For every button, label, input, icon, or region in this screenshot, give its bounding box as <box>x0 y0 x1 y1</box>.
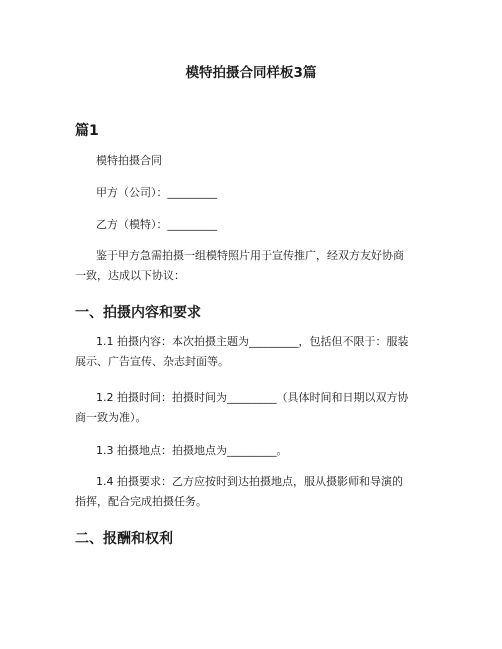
part-heading: 篇1 <box>75 123 99 139</box>
party-a-line <box>75 183 427 203</box>
contract-name-text: 模特拍摄合同 <box>96 154 162 167</box>
clause-1-4 <box>75 472 427 512</box>
intro-line-1: 鉴于甲方急需拍摄一组模特照片用于宣传推广，经双方友好协商 <box>96 249 404 262</box>
party-b-line <box>75 215 427 235</box>
clause-1-4-line-2: 指挥，配合完成拍摄任务。 <box>75 495 207 508</box>
intro-line-2: 一致，达成以下协议： <box>75 269 185 282</box>
clause-1-2 <box>75 388 427 428</box>
clause-1-3 <box>75 441 427 461</box>
clause-1-1-line-2: 展示、广告宣传、杂志封面等。 <box>75 355 229 368</box>
clause-1-1-line-1: 1.1 拍摄内容：本次拍摄主题为_________，包括但不限于：服装 <box>96 335 409 348</box>
clause-1-2-line-2: 商一致为准）。 <box>75 411 147 424</box>
document-title: 模特拍摄合同样板3篇 <box>185 65 317 81</box>
clause-1-3-line-1: 1.3 拍摄地点：拍摄地点为_________。 <box>96 444 288 457</box>
clause-1-1 <box>75 332 427 372</box>
clause-1-2-line-1: 1.2 拍摄时间：拍摄时间为_________（具体时间和日期以双方协 <box>96 391 409 404</box>
intro-paragraph <box>75 246 427 286</box>
clause-1-4-line-1: 1.4 拍摄要求：乙方应按时到达拍摄地点，服从摄影师和导演的 <box>96 475 403 488</box>
party-b-text: 乙方（模特）：_________ <box>96 218 217 231</box>
section-1-heading: 一、拍摄内容和要求 <box>75 305 201 321</box>
section-2-heading: 二、报酬和权利 <box>75 531 173 547</box>
contract-name <box>75 151 427 171</box>
party-a-text: 甲方（公司）：_________ <box>96 186 217 199</box>
